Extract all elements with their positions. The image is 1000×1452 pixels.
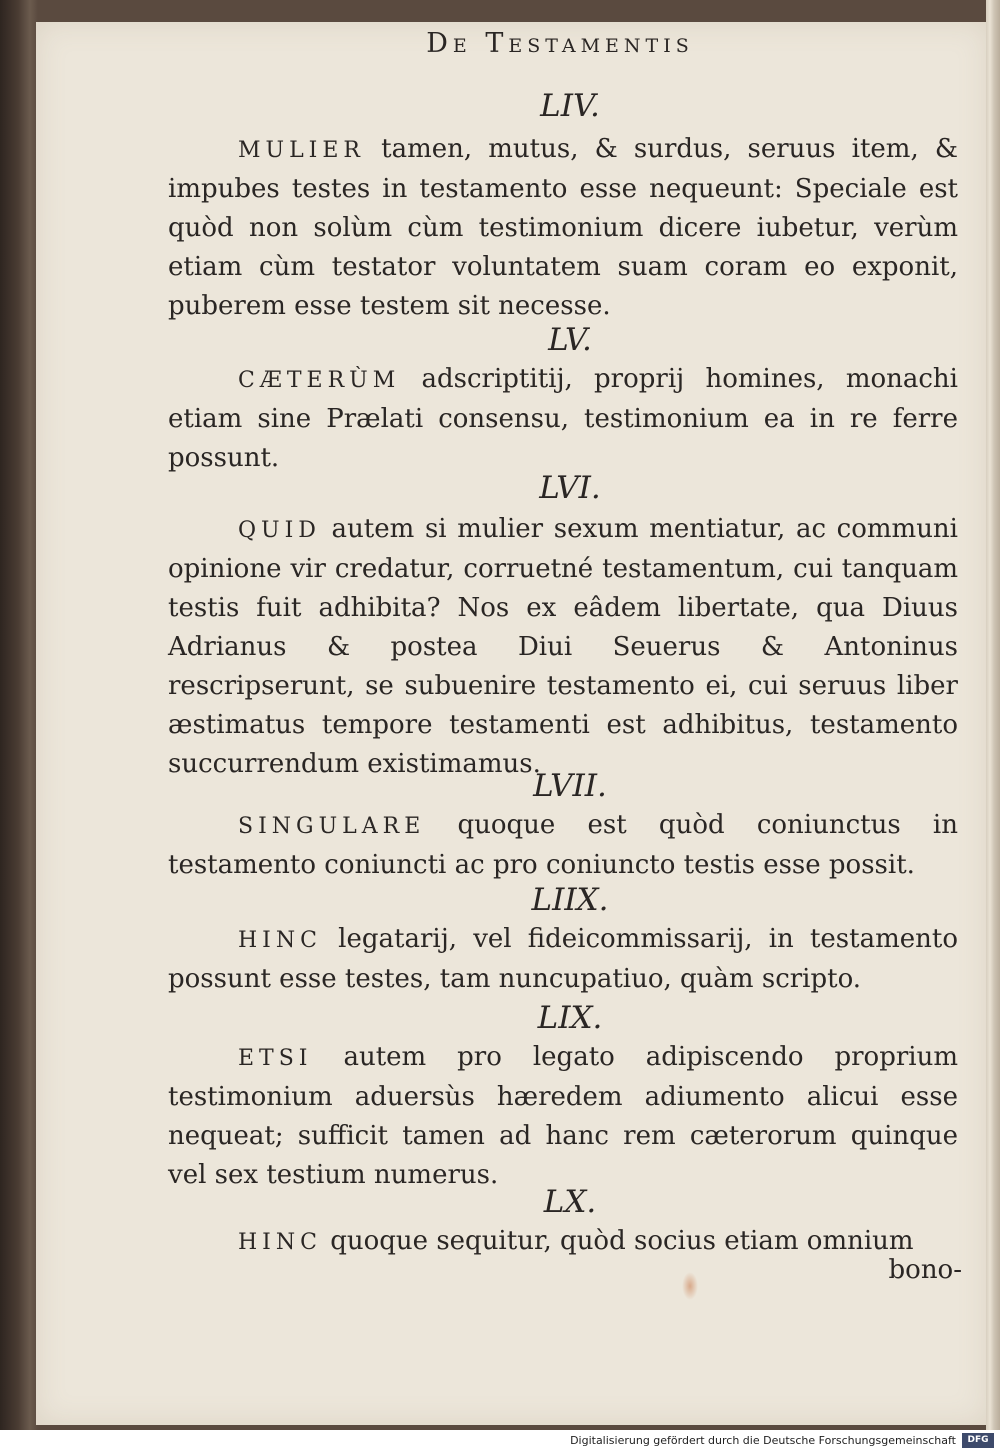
running-head: De Testamentis bbox=[426, 28, 694, 59]
paragraph bbox=[168, 920, 958, 999]
paragraph bbox=[168, 1222, 958, 1262]
paragraph bbox=[168, 360, 958, 478]
section-number: LIV. bbox=[540, 88, 600, 124]
paragraph-text: quoque est quòd coniunctus in testamento coniuncti ac pro coniuncto testis esse possit. bbox=[168, 810, 958, 880]
paragraph bbox=[168, 806, 958, 885]
paragraph bbox=[168, 1038, 958, 1195]
lead-word: SINGULARE bbox=[238, 814, 426, 839]
paragraph-text: tamen, mutus, & surdus, seruus item, & impubes testes in testamento esse nequeunt: Speciale est quòd non solùm cùm testimonium dicere iubetur, verùm etiam cùm testator voluntatem suam coram eo exponit, puberem esse testem sit necesse. bbox=[168, 134, 958, 321]
section-number: LX. bbox=[543, 1184, 597, 1220]
paragraph bbox=[168, 130, 958, 326]
section-number: LVII. bbox=[533, 768, 607, 804]
section-number: LIX. bbox=[537, 1000, 603, 1036]
lead-word: HINC bbox=[238, 1230, 322, 1255]
footer-bar bbox=[0, 1430, 1000, 1452]
page-edge bbox=[986, 0, 1000, 1430]
section-number: LIIX. bbox=[531, 882, 609, 918]
paragraph-text: autem pro legato adipiscendo proprium testimonium aduersùs hæredem adiumento alicui esse nequeat; sufficit tamen ad hanc rem cæterorum quinque vel sex testium numerus. bbox=[168, 1042, 958, 1190]
lead-word: QUID bbox=[238, 518, 321, 543]
section-number: LVI. bbox=[539, 470, 601, 506]
section-number: LV. bbox=[548, 322, 592, 358]
lead-word: HINC bbox=[238, 928, 322, 953]
lead-word: MULIER bbox=[238, 138, 365, 163]
footer-credit: Digitalisierung gefördert durch die Deutsche Forschungsgemeinschaft bbox=[570, 1434, 956, 1447]
paragraph-text: legatarij, vel fideicommissarij, in testamento possunt esse testes, tam nuncupatiuo, quàm scripto. bbox=[168, 924, 958, 994]
foxing-spot bbox=[682, 1272, 698, 1300]
paragraph-text: autem si mulier sexum mentiatur, ac communi opinione vir credatur, corruetné testamentum, cui tanquam testis fuit adhibita? Nos ex eâdem libertate, qua Diuus Adrianus & postea Diui Seuerus & Antoninus rescripserunt, se subuenire testamento ei, cui seruus liber æstimatus tempore testamenti est adhibitus, testamento succurrendum existimamus. bbox=[168, 514, 958, 779]
lead-word: ETSI bbox=[238, 1046, 313, 1071]
paragraph-text: adscriptitij, proprij homines, monachi etiam sine Prælati consensu, testimonium ea in re ferre possunt. bbox=[168, 364, 958, 473]
catchword: bono- bbox=[888, 1255, 962, 1285]
lead-word: CÆTERÙM bbox=[238, 368, 401, 393]
dfg-logo: DFG bbox=[962, 1433, 994, 1448]
paragraph bbox=[168, 510, 958, 784]
paragraph-text: quoque sequitur, quòd socius etiam omnium bbox=[321, 1226, 914, 1256]
